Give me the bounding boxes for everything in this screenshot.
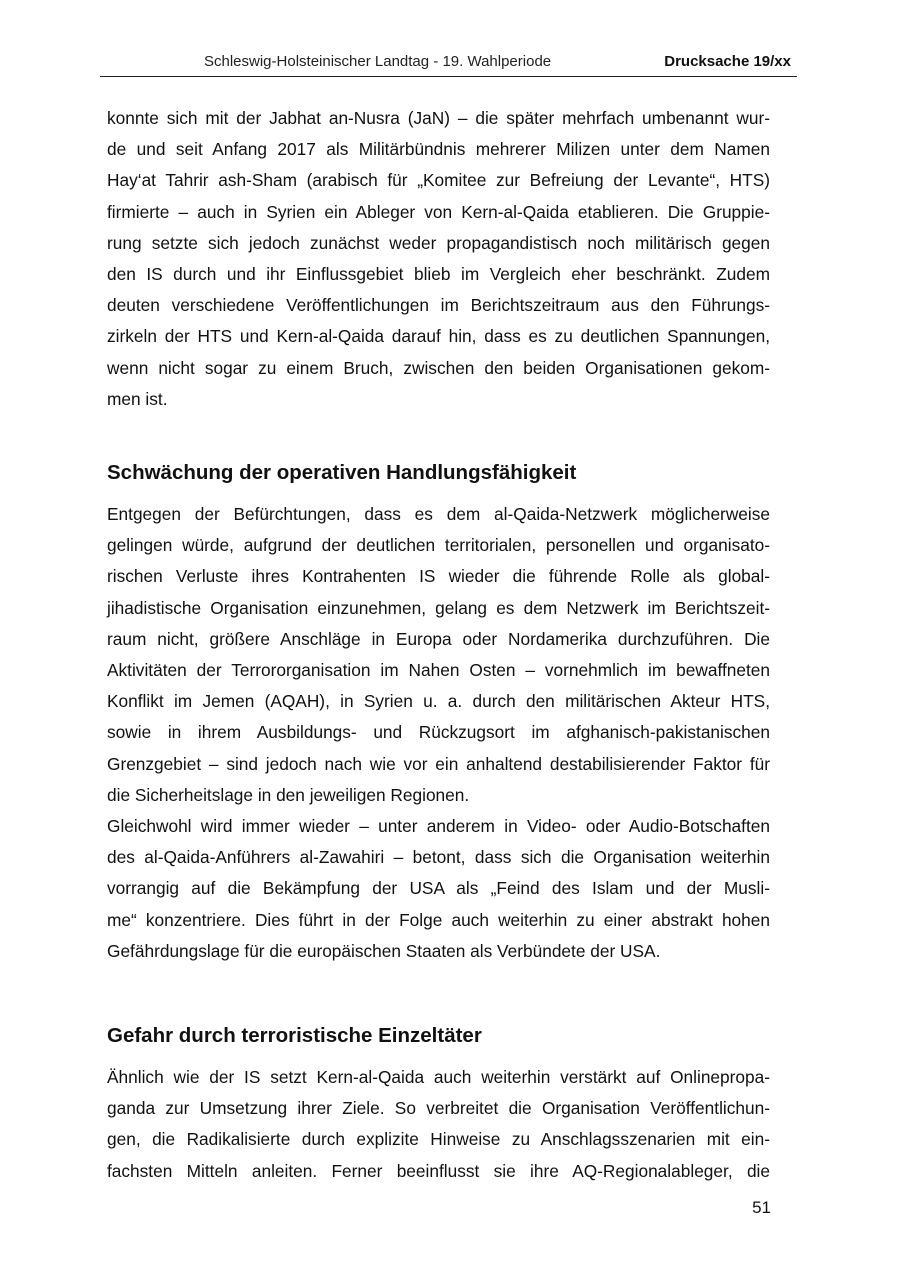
text-line: raum nicht, größere Anschläge in Europa oder Nordamerika durchzuführen. Die [107,628,770,649]
document-number: Drucksache 19/xx [664,53,791,70]
header-title: Schleswig-Holsteinischer Landtag - 19. Wahlperiode [204,53,552,70]
text-line: wenn nicht sogar zu einem Bruch, zwischen den beiden Organisationen gekom- [107,357,770,378]
text-line: Aktivitäten der Terrororganisation im Nahen Osten – vornehmlich im bewaffneten [107,660,770,681]
text-line: firmierte – auch in Syrien ein Ableger von Kern-al-Qaida etablieren. Die Gruppie- [107,201,770,222]
text-line: ganda zur Umsetzung ihrer Ziele. So verbreitet die Organisation Veröffentlichun- [107,1098,770,1119]
text-line: rischen Verluste ihres Kontrahenten IS wieder die führende Rolle als global- [107,566,770,587]
text-line: deuten verschiedene Veröffentlichungen im Berichtszeitraum aus den Führungs- [107,295,770,316]
text-line: den IS durch und ihr Einflussgebiet blieb im Vergleich eher beschränkt. Zudem [107,264,770,285]
text-line: Grenzgebiet – sind jedoch nach wie vor ein anhaltend destabilisierender Faktor für [107,753,770,774]
text-line: sowie in ihrem Ausbildungs- und Rückzugsort im afghanisch-pakistanischen [107,722,770,743]
text-line: fachsten Mitteln anleiten. Ferner beeinflusst sie ihre AQ-Regionalableger, die [107,1160,770,1181]
text-line: zirkeln der HTS und Kern-al-Qaida darauf hin, dass es zu deutlichen Spannungen, [107,326,770,347]
text-line: de und seit Anfang 2017 als Militärbündnis mehrerer Milizen unter dem Namen [107,139,770,160]
page-number: 51 [752,1198,771,1217]
text-line: Ähnlich wie der IS setzt Kern-al-Qaida auch weiterhin verstärkt auf Onlinepropa- [107,1067,770,1088]
paragraph-3 [107,811,770,967]
paragraph-1 [107,103,770,414]
section-heading-2: Gefahr durch terroristische Einzeltäter [107,1024,482,1048]
text-line: des al-Qaida-Anführers al-Zawahiri – betont, dass sich die Organisation weiterhin [107,847,770,868]
text-line: Konflikt im Jemen (AQAH), in Syrien u. a. durch den militärischen Akteur HTS, [107,691,770,712]
text-line: gen, die Radikalisierte durch explizite Hinweise zu Anschlagsszenarien mit ein- [107,1129,770,1150]
text-line: men ist. [107,388,168,409]
text-line: gelingen würde, aufgrund der deutlichen territorialen, personellen und organisato- [107,535,770,556]
text-line: die Sicherheitslage in den jeweiligen Regionen. [107,784,470,805]
text-line: Gleichwohl wird immer wieder – unter anderem in Video- oder Audio-Botschaften [107,816,770,837]
paragraph-4 [107,1062,770,1187]
text-line: jihadistische Organisation einzunehmen, gelang es dem Netzwerk im Berichtszeit- [107,597,770,618]
section-heading-1: Schwächung der operativen Handlungsfähigkeit [107,461,577,484]
text-line: rung setzte sich jedoch zunächst weder propagandistisch noch militärisch gegen [107,232,770,253]
text-line: vorrangig auf die Bekämpfung der USA als „Feind des Islam und der Musli- [107,878,770,899]
page-body [107,103,770,1187]
paragraph-2 [107,499,770,811]
text-line: Gefährdungslage für die europäischen Staaten als Verbündete der USA. [107,940,661,961]
text-line: Entgegen der Befürchtungen, dass es dem al-Qaida-Netzwerk möglicherweise [107,504,770,524]
text-line: Hay‘at Tahrir ash-Sham (arabisch für „Komitee zur Befreiung der Levante“, HTS) [107,170,770,191]
page-header [100,50,797,77]
text-line: me“ konzentriere. Dies führt in der Folge auch weiterhin zu einer abstrakt hohen [107,909,770,930]
text-line: konnte sich mit der Jabhat an-Nusra (JaN) – die später mehrfach umbenannt wur- [107,108,770,128]
